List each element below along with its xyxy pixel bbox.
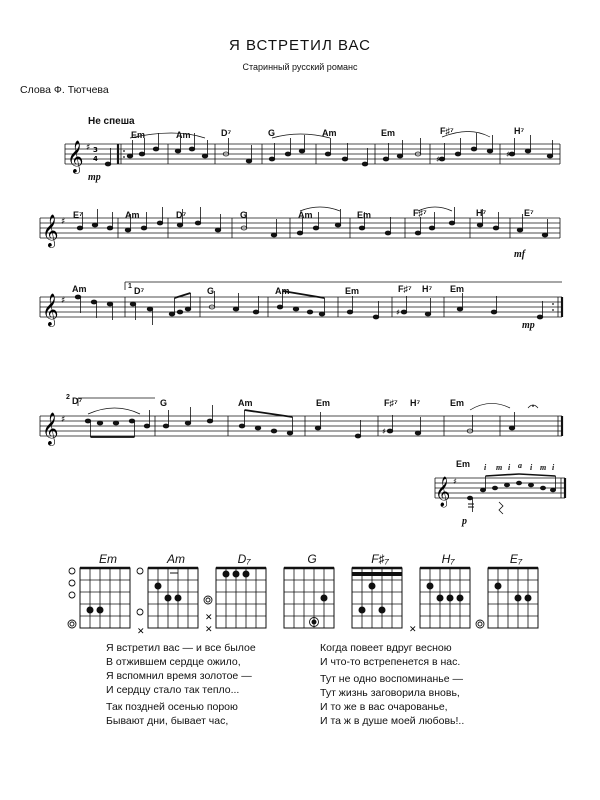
chord-diagram-e7 — [476, 568, 538, 628]
svg-text:✕: ✕ — [137, 627, 145, 635]
svg-text:𝄞: 𝄞 — [42, 293, 59, 326]
chord-label: H⁷ — [476, 208, 487, 218]
chord-label: Am — [72, 284, 87, 294]
lyric-line: Я встретил вас — и все былое — [106, 642, 256, 654]
page-subtitle: Старинный русский романс — [242, 62, 358, 72]
lyric-line: И сердцу стало так тепло... — [106, 684, 240, 696]
chord-label: Am — [322, 128, 337, 138]
chord-label: Am — [238, 398, 253, 408]
chord-label: D⁷ — [221, 128, 232, 138]
chord-label: G — [268, 128, 276, 138]
svg-text:𝄞: 𝄞 — [42, 214, 59, 247]
chord-label: F♯⁷ — [384, 398, 398, 408]
chord-label: Am — [125, 210, 140, 220]
chord-diagram-name: H₇ — [441, 552, 455, 566]
dynamic-marking: mf — [514, 249, 526, 260]
chord-diagram-name: Em — [99, 552, 117, 566]
dynamic-marking: p — [462, 516, 467, 527]
finger-label: m — [496, 463, 503, 472]
dynamic-marking: mp — [88, 172, 101, 183]
chord-diagram-name: Am — [167, 552, 185, 566]
chord-diagram-d7 — [204, 568, 266, 635]
chord-label: H⁷ — [514, 126, 525, 136]
finger-label: i — [552, 463, 555, 472]
chord-label: F♯⁷ — [398, 284, 412, 294]
chord-diagram-f-sharp-7 — [352, 568, 402, 628]
lyrics-right-stanza-2 — [320, 672, 464, 728]
chord-label: H⁷ — [410, 398, 421, 408]
chord-label: G — [240, 210, 248, 220]
chord-diagram-name: F♯₇ — [371, 552, 389, 566]
finger-label: a — [518, 461, 522, 470]
chord-diagram-h7 — [409, 568, 470, 635]
page-title: Я ВСТРЕТИЛ ВАС — [229, 37, 371, 54]
volta-number: 1 — [128, 283, 132, 290]
svg-text:✕: ✕ — [205, 613, 213, 623]
chord-label: E⁷ — [524, 208, 534, 218]
svg-text:♯: ♯ — [61, 415, 66, 425]
finger-label: m — [540, 463, 547, 472]
svg-text:𝄞: 𝄞 — [435, 477, 451, 507]
chord-label: G — [207, 286, 215, 296]
lyric-line: И та ж в душе моей любовь!.. — [320, 715, 465, 727]
chord-label: D⁷ — [134, 286, 145, 296]
chord-label: Am — [176, 130, 191, 140]
svg-text:𝄞: 𝄞 — [67, 140, 84, 173]
chord-label: H⁷ — [422, 284, 433, 294]
lyric-line: И что-то встрепенется в нас. — [320, 656, 461, 668]
chord-label: Em — [381, 128, 396, 138]
chord-diagram-name: E₇ — [509, 552, 523, 566]
chord-diagram-g — [284, 568, 334, 628]
chord-label: Em — [450, 398, 465, 408]
lyric-line: И то же в вас очарованье, — [320, 701, 448, 713]
lyrics-left-stanza-1 — [106, 641, 256, 697]
lyric-line: Тут не одно воспоминанье — — [320, 673, 463, 685]
chord-label: Em — [316, 398, 331, 408]
svg-text:♯: ♯ — [453, 477, 457, 486]
svg-text:♯: ♯ — [396, 308, 400, 317]
chord-label: G — [160, 398, 168, 408]
chord-label: Em — [131, 130, 146, 140]
chord-label: Am — [298, 210, 313, 220]
svg-text:♯: ♯ — [436, 155, 440, 164]
chord-diagram-grids — [0, 565, 600, 635]
music-staff-4 — [0, 390, 600, 450]
chord-diagram-name: G — [307, 552, 317, 566]
chord-label: Em — [450, 284, 465, 294]
chord-label: F♯⁷ — [440, 126, 454, 136]
music-staff-3 — [0, 280, 600, 340]
dynamic-marking: mp — [522, 320, 535, 331]
lyric-line: Так поздней осенью порою — [106, 701, 238, 713]
volta-number: 2 — [66, 394, 70, 401]
lyric-line: Когда повеет вдруг весною — [320, 642, 452, 654]
lyric-line: Я вспомнил время золотое — — [106, 670, 252, 682]
svg-text:4: 4 — [93, 155, 98, 163]
chord-label: Am — [275, 286, 290, 296]
chord-label: D⁷ — [72, 396, 83, 406]
svg-text:♯: ♯ — [61, 217, 66, 227]
chord-diagram-name: D₇ — [237, 552, 251, 566]
finger-label: i — [484, 463, 487, 472]
svg-text:♯: ♯ — [86, 143, 91, 153]
chord-diagram-em — [68, 568, 130, 628]
lyric-line: В отжившем сердце ожило, — [106, 656, 241, 668]
svg-text:𝄞: 𝄞 — [42, 412, 59, 445]
chord-label: Em — [357, 210, 372, 220]
svg-text:3: 3 — [93, 146, 98, 154]
lyrics-right-stanza-1 — [320, 641, 460, 669]
finger-label: i — [530, 463, 533, 472]
chord-label: D⁷ — [176, 210, 187, 220]
lyric-line: Бывают дни, бывает час, — [106, 715, 229, 727]
chord-label: Em — [345, 286, 360, 296]
lyricist-credit: Слова Ф. Тютчева — [20, 84, 109, 96]
chord-label: Em — [456, 459, 471, 469]
lyric-line: Тут жизнь заговорила вновь, — [320, 687, 460, 699]
chord-diagram-am — [137, 568, 198, 635]
lyrics-left-stanza-2 — [106, 700, 238, 728]
svg-text:✕: ✕ — [409, 625, 417, 635]
chord-label: E⁷ — [73, 210, 83, 220]
svg-text:♯: ♯ — [61, 296, 66, 306]
svg-text:✕: ✕ — [205, 625, 213, 635]
svg-text:♯: ♯ — [382, 427, 386, 436]
chord-label: F♯⁷ — [413, 208, 427, 218]
svg-text:♯: ♯ — [506, 150, 510, 159]
finger-label: i — [508, 463, 511, 472]
tempo-marking: Не спеша — [88, 116, 135, 127]
